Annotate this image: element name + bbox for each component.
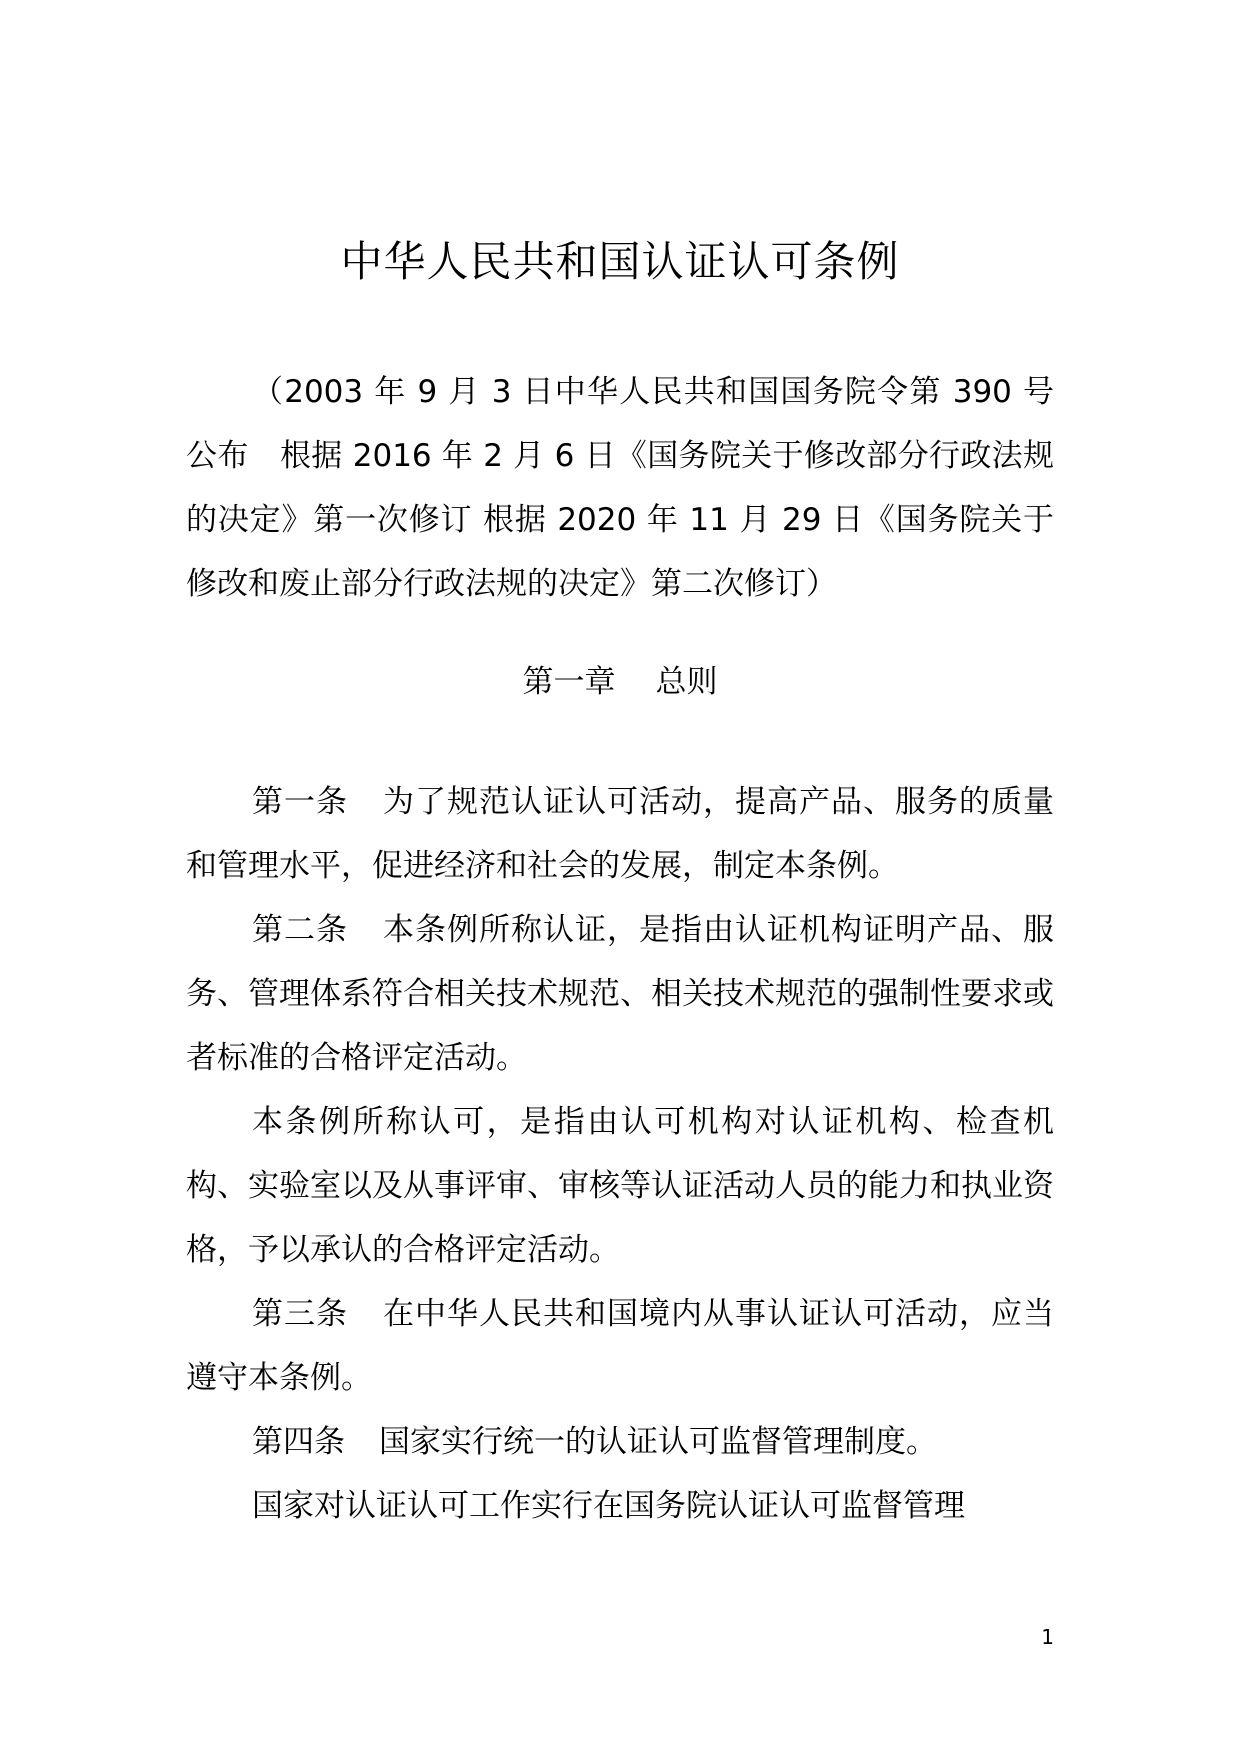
page-number: 1	[1041, 1625, 1054, 1649]
article-label: 第三条	[252, 1296, 348, 1332]
article-paragraph	[186, 1474, 1054, 1538]
article-label: 第四条	[252, 1424, 345, 1460]
article-paragraph	[186, 1090, 1054, 1282]
article-paragraph	[186, 1410, 1054, 1474]
publication-note-block	[186, 360, 1054, 616]
article-text: 本条例所称认证，是指由认证机构证明产品、服务、管理体系符合相关技术规范、相关技术规范的强制性要求或者标准的合格评定活动。	[186, 912, 1054, 1076]
article-paragraph	[186, 898, 1054, 1090]
article-text: 国家对认证认可工作实行在国务院认证认可监督管理	[252, 1488, 965, 1524]
article-label: 第二条	[252, 912, 348, 948]
article-paragraph	[186, 770, 1054, 898]
chapter-name: 总则	[655, 664, 718, 700]
article-text: 在中华人民共和国境内从事认证认可活动，应当遵守本条例。	[186, 1296, 1054, 1396]
article-text: 国家实行统一的认证认可监督管理制度。	[379, 1424, 937, 1460]
chapter-heading	[0, 650, 1240, 714]
article-paragraph	[186, 1282, 1054, 1410]
article-text: 本条例所称认可，是指由认可机构对认证机构、检查机构、实验室以及从事评审、审核等认证活动人员的能力和执业资格，予以承认的合格评定活动。	[186, 1104, 1054, 1268]
chapter-label: 第一章	[522, 664, 616, 700]
document-title: 中华人民共和国认证认可条例	[340, 237, 900, 286]
article-text: 为了规范认证认可活动，提高产品、服务的质量和管理水平，促进经济和社会的发展，制定本条例。	[186, 784, 1054, 884]
article-label: 第一条	[252, 784, 348, 820]
articles-block	[186, 770, 1054, 1538]
publication-note: （2003 年 9 月 3 日中华人民共和国国务院令第 390 号公布 根据 2016 年 2 月 6 日《国务院关于修改部分行政法规的决定》第一次修订 根据 2020 年 11 月 29 日《国务院关于修改和废止部分行政法规的决定》第二次修订）	[186, 374, 1054, 602]
